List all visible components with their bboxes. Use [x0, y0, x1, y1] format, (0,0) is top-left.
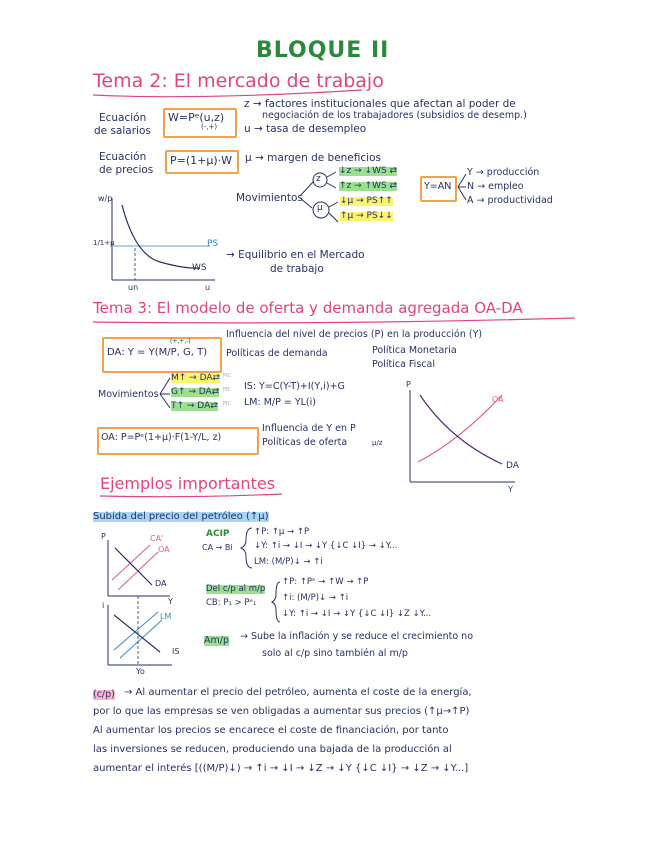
oil-graph-i: i [102, 601, 105, 610]
ec-precios-formula: P=(1+μ)·W [170, 154, 233, 167]
oa-da-graph-da: DA [506, 461, 519, 471]
graph-ps-label: PS [207, 239, 219, 249]
paragraph-label: (c/p) [93, 689, 115, 700]
ec-salarios-signs: (-,+) [201, 123, 218, 131]
z-note: z → factores institucionales que afectan al poder de [244, 98, 516, 110]
y-an-note-3: A → productividad [467, 195, 553, 206]
tema2-heading: Tema 2: El mercado de trabajo [93, 70, 384, 92]
graph-wp-label: w/p [98, 194, 113, 203]
acip-cond: CA → Bi [202, 543, 233, 552]
acip-line-2: ↓Y: ↑i → ↓I → ↓Y {↓C ↓I} → ↓Y... [254, 541, 398, 551]
ec-salarios-formula: W=Pᵉ(u,z) [168, 111, 225, 124]
mp-label: Del c/p al m/p [206, 584, 266, 594]
mov-line-1: ↓z → ↓WS ⇄ [339, 166, 398, 176]
mov-z-letter: z [316, 174, 321, 184]
lm-equation: LM: M/P = YL(i) [244, 397, 316, 408]
mu-note: μ → margen de beneficios [245, 152, 381, 164]
ec-precios-label-1: Ecuación [99, 151, 147, 163]
y-an-note-1: Y → producción [467, 167, 540, 178]
ejemplos-heading: Ejemplos importantes [100, 474, 276, 493]
paragraph-line-5: aumentar el interés [((M/P)↓) → ↑i → ↓I → ↓Z → ↓Y {↓C ↓I} → ↓Z → ↓Y...] [93, 763, 469, 774]
mp-line-2: ↑i: (M/P)↓ → ↑i [282, 593, 349, 603]
da-note-2: Políticas de demanda [226, 348, 328, 359]
y-an-note-2: N → empleo [467, 181, 524, 192]
mp-line-1: ↑P: ↑Pᵉ → ↑W → ↑P [282, 577, 369, 587]
is-equation: IS: Y=C(Y-T)+I(Y,i)+G [244, 381, 345, 392]
politica-monetaria: Política Monetaria [372, 345, 457, 356]
oa-note-1: Influencia de Y en P [262, 423, 356, 434]
tema3-movimientos-label: Movimientos [98, 389, 159, 400]
graph-un-label: un [128, 283, 139, 292]
tema3-heading: Tema 3: El modelo de oferta y demanda agregada OA-DA [93, 299, 523, 317]
oil-graph-y: Y [168, 597, 173, 606]
oil-graph-is: IS [172, 647, 180, 656]
paragraph-line-1: → Al aumentar el precio del petróleo, aumenta el coste de la energía, [124, 687, 472, 698]
amp-text-2: solo al c/p sino también al m/p [262, 648, 408, 659]
mov-line-3: ↓μ → PS↑↑ [340, 196, 393, 206]
oil-graph-lm: LM [160, 612, 172, 621]
tema3-mov-line-2: G↑ → DA⇄ [171, 387, 220, 397]
tema2-movimientos-label: Movimientos [236, 192, 303, 204]
oa-da-graph-p: P [406, 380, 411, 389]
oa-da-graph-y: Y [508, 485, 513, 494]
mov-line-4: ↑μ → PS↓↓ [340, 211, 393, 221]
oil-graph-da: DA [155, 579, 167, 588]
paragraph-line-3: Al aumentar los precios se encarece el coste de financiación, por tanto [93, 725, 449, 736]
da-formula: DA: Y = Y(M/P, G, T) [107, 347, 208, 358]
equilibrio-2: de trabajo [270, 263, 324, 275]
page-title: BLOQUE II [256, 38, 390, 63]
acip-line-1: ↑P: ↑μ → ↑P [254, 527, 310, 537]
paragraph-line-2: por lo que las empresas se ven obligadas a aumentar sus precios (↑μ→↑P) [93, 706, 470, 717]
graph-ws-label: WS [192, 263, 207, 273]
ejemplos-subheading: Subida del precio del petróleo (↑μ) [93, 511, 269, 522]
ec-salarios-label-2: de salarios [94, 125, 151, 137]
tema3-mov-tag-3: PIC [223, 401, 231, 407]
oa-da-graph-oa: OA [492, 395, 504, 404]
oil-graph-oa: OA [158, 545, 170, 554]
mp-cond: CB: P₁ > Pᵉ₁ [206, 598, 257, 608]
paragraph-line-4: las inversiones se reducen, produciendo una bajada de la producción al [93, 744, 452, 755]
acip-label: ACIP [206, 529, 230, 539]
u-note: u → tasa de desempleo [244, 123, 367, 135]
z-note-2: negociación de los trabajadores (subsidios de desemp.) [262, 110, 527, 121]
da-signs: (+,+,-) [170, 338, 191, 345]
oil-graph-p: P [101, 532, 106, 541]
oa-note-2: Políticas de oferta [262, 437, 348, 448]
ec-precios-label-2: de precios [99, 164, 154, 176]
acip-line-3: LM: (M/P)↓ → ↑i [254, 557, 323, 567]
da-note-1: Influencia del nivel de precios (P) en la producción (Y) [226, 329, 483, 340]
tema3-mov-tag-1: PIC [223, 373, 231, 379]
graph-u-label: u [205, 283, 211, 292]
tema3-mov-line-3: T↑ → DA⇄ [171, 401, 218, 411]
mov-line-2: ↑z → ↑WS ⇄ [339, 181, 398, 191]
politica-fiscal: Política Fiscal [372, 359, 435, 370]
amp-label: Am/p [204, 635, 229, 646]
y-an-formula: Y=AN [424, 181, 452, 192]
equilibrio-1: → Equilibrio en el Mercado [226, 249, 365, 261]
mov-mu-letter: μ [317, 203, 323, 213]
amp-text-1: → Sube la inflación y se reduce el crecimiento no [240, 631, 474, 642]
graph-frac-label: 1/1+μ [93, 239, 115, 247]
oa-formula: OA: P=Pᵉ(1+μ)·F(1-Y/L, z) [101, 432, 222, 443]
tema3-mov-tag-2: PIC [223, 387, 231, 393]
oa-frac: μ/z [372, 439, 383, 447]
ec-salarios-label-1: Ecuación [99, 112, 147, 124]
mp-line-3: ↓Y: ↑i → ↓I → ↓Y {↓C ↓I} ↓Z ↓Y... [282, 609, 432, 619]
tema3-mov-line-1: M↑ → DA⇄ [171, 373, 221, 383]
oil-graph-ca: CA' [150, 534, 164, 543]
oil-graph-yo: Yo [136, 667, 145, 676]
